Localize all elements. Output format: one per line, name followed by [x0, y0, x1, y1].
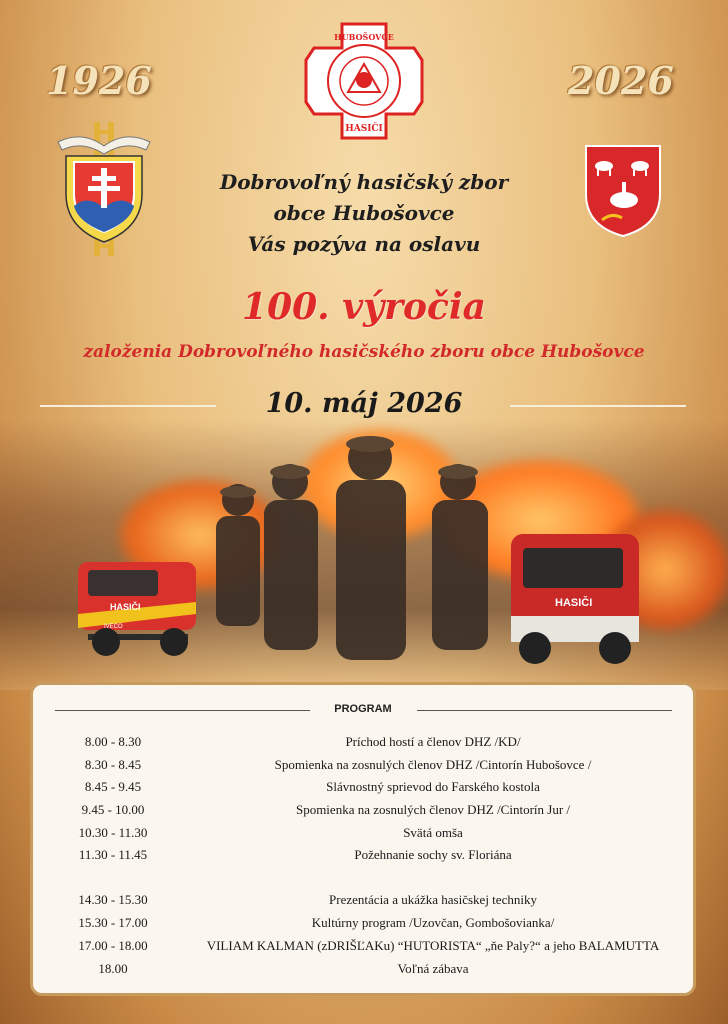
program-description: Požehnanie sochy sv. Floriána — [354, 847, 512, 862]
emblem-top-text: HUBOŠOVCE — [334, 32, 394, 42]
header-line-2: obce Hubošovce — [273, 201, 455, 225]
program-row — [33, 915, 693, 937]
program-description: Spomienka na zosnulých členov DHZ /Cintorín Hubošovce / — [274, 757, 592, 772]
firefighters-scene — [0, 420, 728, 690]
left-truck-label: HASIČI — [110, 602, 141, 612]
program-row — [33, 757, 693, 779]
program-description: Spomienka na zosnulých členov DHZ /Cintorín Jur / — [295, 802, 571, 817]
program-row — [33, 802, 693, 824]
anniversary-title: 100. výročia — [242, 286, 486, 328]
program-row — [33, 938, 693, 960]
date-divider-right — [510, 405, 686, 407]
program-description: Prezentácia a ukážka hasičskej techniky — [329, 892, 537, 907]
program-time: 18.00 — [98, 961, 128, 976]
program-row — [33, 961, 693, 983]
anniversary-subtitle: založenia Dobrovoľného hasičského zboru obce Hubošovce — [83, 342, 645, 362]
program-time: 8.00 - 8.30 — [84, 734, 142, 749]
left-truck-brand: IVECO — [104, 624, 123, 630]
program-time: 11.30 - 11.45 — [78, 847, 148, 862]
program-time: 9.45 - 10.00 — [81, 802, 145, 817]
program-description: Svätá omša — [403, 825, 463, 840]
program-description: Voľná zábava — [397, 961, 469, 976]
program-panel — [30, 682, 696, 996]
event-date: 10. máj 2026 — [265, 388, 463, 419]
right-fire-truck — [505, 520, 645, 670]
firefighters-group — [190, 430, 520, 680]
program-row — [33, 847, 693, 869]
program-description: Príchod hostí a členov DHZ /KD/ — [345, 734, 521, 749]
year-founded: 1926 — [46, 58, 152, 103]
right-truck-label: HASIČI — [555, 597, 593, 609]
program-heading: PROGRAM — [334, 703, 392, 715]
program-time: 10.30 - 11.30 — [78, 825, 148, 840]
fire-brigade-emblem — [302, 20, 426, 142]
program-description: Kultúrny program /Uzovčan, Gombošovianka/ — [311, 915, 555, 930]
header-line-3: Vás pozýva na oslavu — [247, 232, 481, 256]
program-row — [33, 734, 693, 756]
program-description: Slávnostný sprievod do Farského kostola — [326, 779, 540, 794]
program-time: 14.30 - 15.30 — [78, 892, 148, 907]
program-row — [33, 825, 693, 847]
year-anniversary: 2026 — [568, 58, 674, 103]
program-row — [33, 892, 693, 914]
left-fire-truck — [74, 550, 204, 660]
program-time: 17.00 - 18.00 — [78, 938, 148, 953]
program-description: VILIAM KALMAN (zDRIŠĽAKu) “HUTORISTA“ „ňe Paly?“ a jeho BALAMUTTA — [206, 938, 660, 953]
emblem-bottom-text: HASIČI — [345, 124, 383, 134]
program-time: 8.30 - 8.45 — [84, 757, 142, 772]
program-time: 8.45 - 9.45 — [84, 779, 142, 794]
program-row — [33, 779, 693, 801]
program-divider-right — [417, 710, 672, 711]
program-time: 15.30 - 17.00 — [78, 915, 148, 930]
header-line-1: Dobrovoľný hasičský zbor — [219, 170, 509, 194]
